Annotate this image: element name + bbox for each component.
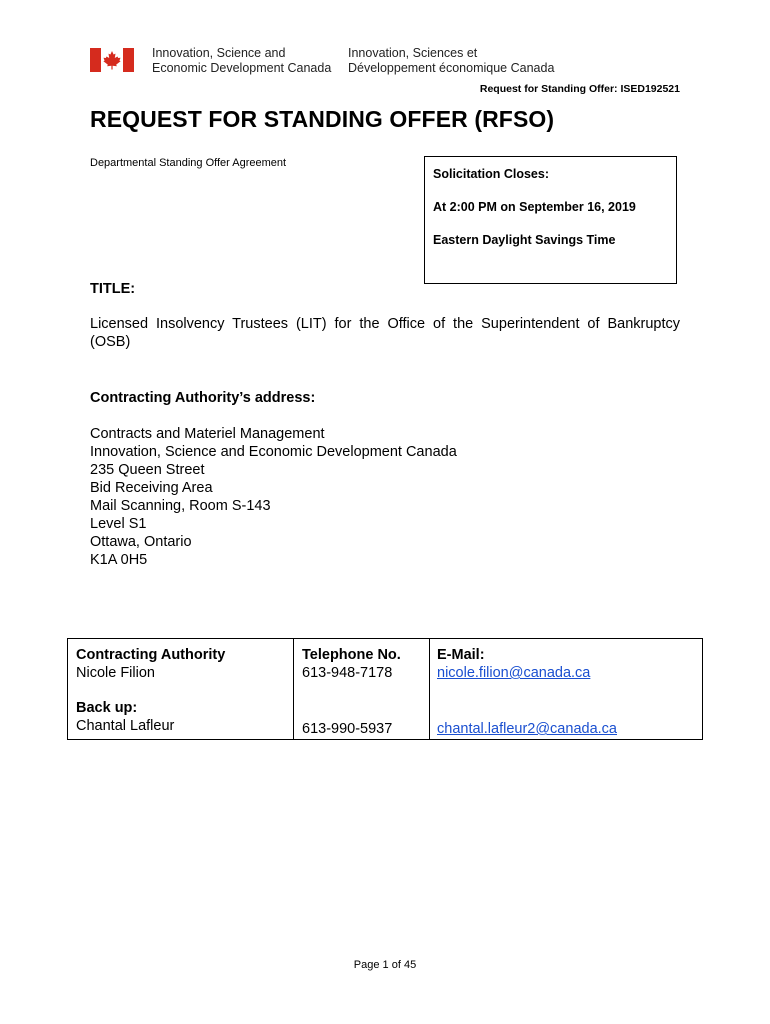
contacts-table	[67, 638, 703, 740]
solicitation-time: At 2:00 PM on September 16, 2019	[433, 200, 636, 214]
address-line: K1A 0H5	[90, 552, 148, 568]
page-number: Page 1 of 45	[353, 959, 417, 971]
address-label: Contracting Authority’s address:	[90, 390, 316, 406]
solicitation-zone: Eastern Daylight Savings Time	[433, 233, 616, 247]
agreement-type: Departmental Standing Offer Agreement	[90, 157, 287, 169]
contracting-address	[90, 425, 457, 569]
backup-phone: 613-990-5937	[302, 721, 393, 737]
title-label: TITLE:	[90, 281, 136, 297]
phone-header: Telephone No.	[302, 647, 401, 663]
address-line: Ottawa, Ontario	[90, 534, 192, 550]
address-line: Innovation, Science and Economic Development Canada	[90, 444, 457, 460]
ised-logo	[90, 48, 560, 74]
canada-flag-icon	[90, 48, 134, 72]
email-cell	[430, 639, 703, 740]
email-header: E-Mail:	[437, 647, 485, 663]
dept-fr-line2: Développement économique Canada	[348, 61, 555, 75]
dept-fr-line1: Innovation, Sciences et	[348, 46, 478, 60]
table-row	[68, 639, 703, 740]
address-line: Bid Receiving Area	[90, 480, 213, 496]
backup-name: Chantal Lafleur	[76, 718, 175, 734]
solicitation-heading: Solicitation Closes:	[433, 167, 549, 181]
document-reference: Request for Standing Offer: ISED192521	[479, 83, 680, 95]
address-line: Level S1	[90, 516, 147, 532]
backup-label: Back up:	[76, 700, 138, 716]
page-title: REQUEST FOR STANDING OFFER (RFSO)	[90, 106, 555, 132]
primary-name: Nicole Filion	[76, 665, 155, 681]
backup-email-link[interactable]: chantal.lafleur2@canada.ca	[437, 721, 617, 737]
address-line: Contracts and Materiel Management	[90, 426, 325, 442]
phone-cell	[294, 639, 430, 740]
authority-header: Contracting Authority	[76, 647, 226, 663]
dept-en-line2: Economic Development Canada	[152, 61, 332, 75]
title-text: Licensed Insolvency Trustees (LIT) for the Office of the Superintendent of Bankruptcy (OSB)	[90, 316, 680, 350]
address-line: Mail Scanning, Room S-143	[90, 498, 271, 514]
solicitation-closes-box	[424, 156, 677, 284]
primary-email-link[interactable]: nicole.filion@canada.ca	[437, 665, 591, 681]
primary-phone: 613-948-7178	[302, 665, 393, 681]
department-name-french	[348, 46, 554, 76]
department-name-english	[152, 46, 331, 76]
address-line: 235 Queen Street	[90, 462, 205, 478]
dept-en-line1: Innovation, Science and	[152, 46, 286, 60]
authority-cell	[68, 639, 294, 740]
